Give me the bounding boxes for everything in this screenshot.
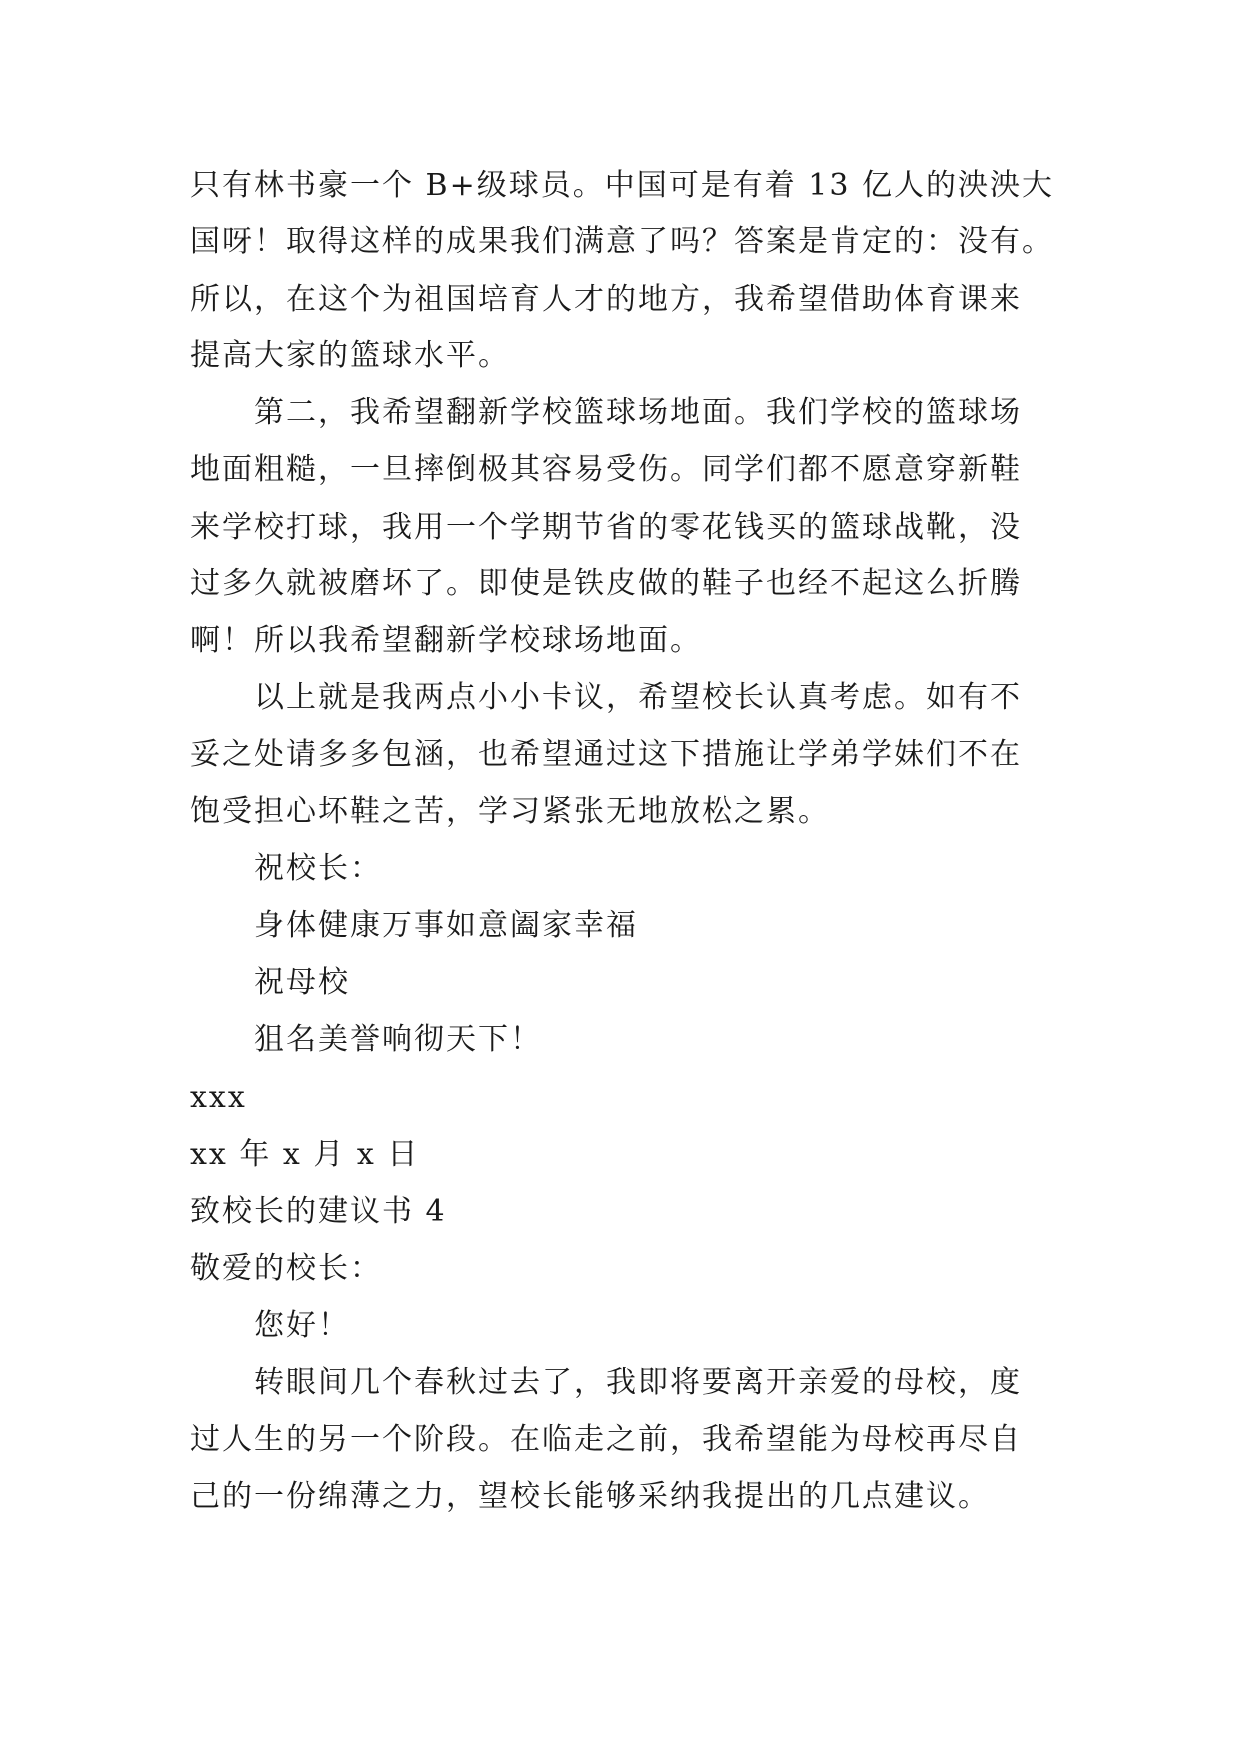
- paragraph-line: 地面粗糙，一旦摔倒极其容易受伤。同学们都不愿意穿新鞋: [190, 452, 1022, 487]
- paragraph-line: 妥之处请多多包涵，也希望通过这下措施让学弟学妹们不在: [190, 737, 1022, 772]
- paragraph-line: 过人生的另一个阶段。在临走之前，我希望能为母校再尽自: [190, 1422, 1022, 1457]
- greeting-line: 狙名美誉响彻天下！: [254, 1022, 542, 1057]
- paragraph-line: 第二，我希望翻新学校篮球场地面。我们学校的篮球场: [254, 395, 1022, 430]
- paragraph-line: 饱受担心坏鞋之苦，学习紧张无地放松之累。: [190, 794, 830, 829]
- paragraph-line: 来学校打球，我用一个学期节省的零花钱买的篮球战靴，没: [190, 510, 1022, 545]
- paragraph-line: 提高大家的篮球水平。: [190, 338, 510, 373]
- signature-date: xx 年 x 月 x 日: [190, 1137, 420, 1172]
- paragraph-line: 只有林书豪一个 B+级球员。中国可是有着 13 亿人的泱泱大: [190, 168, 1054, 203]
- paragraph-line: 转眼间几个春秋过去了，我即将要离开亲爱的母校，度: [254, 1365, 1022, 1400]
- salutation: 敬爱的校长：: [190, 1251, 382, 1286]
- greeting-line: 祝母校: [254, 965, 350, 1000]
- paragraph-line: 以上就是我两点小小卡议，希望校长认真考虑。如有不: [254, 680, 1022, 715]
- paragraph-line: 己的一份绵薄之力，望校长能够采纳我提出的几点建议。: [190, 1479, 990, 1514]
- greeting-line: 您好！: [254, 1308, 350, 1343]
- greeting-line: 祝校长：: [254, 851, 382, 886]
- paragraph-line: 国呀！取得这样的成果我们满意了吗？答案是肯定的：没有。: [190, 224, 1054, 259]
- paragraph-line: 过多久就被磨坏了。即使是铁皮做的鞋子也经不起这么折腾: [190, 566, 1022, 601]
- paragraph-line: 所以，在这个为祖国培育人才的地方，我希望借助体育课来: [190, 282, 1022, 317]
- greeting-line: 身体健康万事如意阖家幸福: [254, 908, 638, 943]
- signature-name: xxx: [190, 1080, 247, 1115]
- paragraph-line: 啊！所以我希望翻新学校球场地面。: [190, 623, 702, 658]
- section-title: 致校长的建议书 4: [190, 1194, 447, 1229]
